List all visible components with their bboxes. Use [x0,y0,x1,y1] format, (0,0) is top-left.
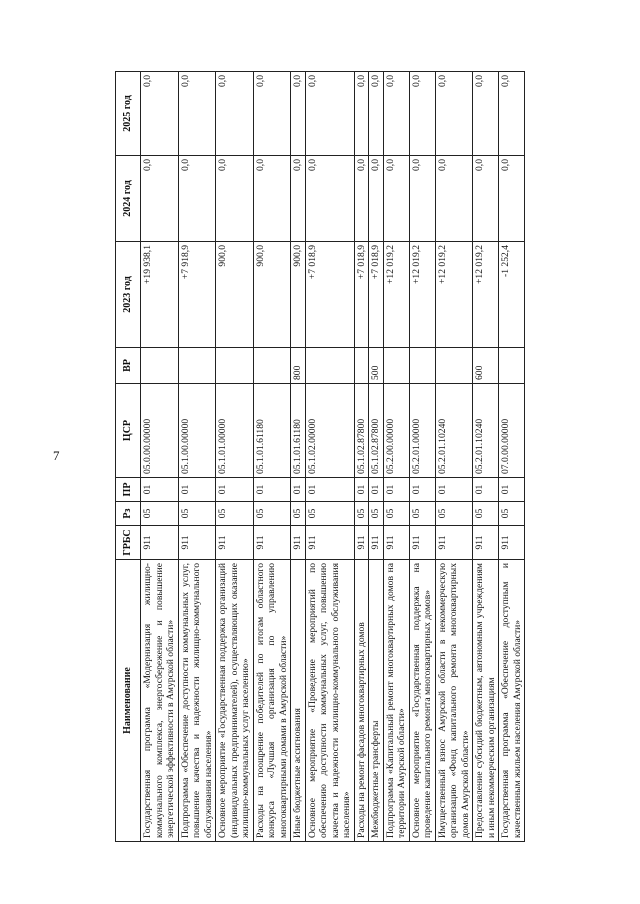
header-2025: 2025 год [116,72,141,156]
row-name: Основное мероприятие «Государственная поддержка на проведение капитального ремонта многоквартирных домов» [409,560,435,842]
table-row [141,72,179,842]
row-vr: 800 [291,348,306,384]
row-2024: 0,0 [409,156,435,242]
row-2023: +12 019,2 [435,242,473,348]
row-grbs: 911 [409,526,435,560]
table-body [141,72,525,842]
page-number: 7 [53,448,60,463]
row-grbs: 911 [383,526,409,560]
row-2023: 900,0 [216,242,254,348]
row-pr: 01 [473,478,499,502]
row-vr [435,348,473,384]
row-csr: 05.1.02.00000 [305,384,354,478]
row-name: Основное мероприятие «Проведение мероприятий по обеспечению доступности коммунальных услуг, повышению качества и надежности жилищно-коммунального обслуживания населения» [305,560,354,842]
row-csr: 05.0.00.00000 [141,384,179,478]
row-grbs: 911 [216,526,254,560]
row-name: Иные бюджетные ассигнования [291,560,306,842]
row-csr: 05.1.01.00000 [216,384,254,478]
table-row [369,72,384,842]
row-2024: 0,0 [253,156,291,242]
header-pr: ПР [116,478,141,502]
row-2024: 0,0 [435,156,473,242]
row-2025: 0,0 [253,72,291,156]
row-2025: 0,0 [409,72,435,156]
table-row [473,72,499,842]
row-vr [141,348,179,384]
row-grbs: 911 [253,526,291,560]
row-name: Межбюджетные трансферты [369,560,384,842]
row-name: Предоставление субсидий бюджетным, автономным учреждениям и иным некоммерческим организациям [473,560,499,842]
row-pr: 01 [383,478,409,502]
row-rz: 05 [354,502,369,526]
row-csr: 05.1.00.00000 [178,384,216,478]
row-2025: 0,0 [473,72,499,156]
row-2023: 900,0 [253,242,291,348]
row-2025: 0,0 [435,72,473,156]
row-2023: +12 019,2 [409,242,435,348]
row-grbs: 911 [291,526,306,560]
header-2024: 2024 год [116,156,141,242]
row-2025: 0,0 [216,72,254,156]
row-2024: 0,0 [216,156,254,242]
row-csr: 05.1.01.61180 [253,384,291,478]
row-csr: 05.1.02.87800 [354,384,369,478]
row-pr: 01 [499,478,525,502]
row-vr [253,348,291,384]
header-grbs: ГРБС [116,526,141,560]
row-pr: 01 [141,478,179,502]
row-2025: 0,0 [499,72,525,156]
row-csr: 05.2.01.00000 [409,384,435,478]
row-2025: 0,0 [305,72,354,156]
row-csr: 05.2.01.10240 [435,384,473,478]
row-rz: 05 [409,502,435,526]
row-rz: 05 [383,502,409,526]
table-header [116,72,141,842]
row-grbs: 911 [499,526,525,560]
row-vr [216,348,254,384]
row-csr: 05.1.02.87800 [369,384,384,478]
row-2025: 0,0 [291,72,306,156]
table-row [409,72,435,842]
rotated-table-wrapper [115,72,640,842]
table-row [305,72,354,842]
row-rz: 05 [369,502,384,526]
table-row [383,72,409,842]
row-pr: 01 [178,478,216,502]
row-rz: 05 [178,502,216,526]
table-row [291,72,306,842]
row-rz: 05 [435,502,473,526]
row-2025: 0,0 [141,72,179,156]
row-rz: 05 [473,502,499,526]
header-vr: ВР [116,348,141,384]
row-2024: 0,0 [305,156,354,242]
row-grbs: 911 [435,526,473,560]
row-2023: +19 938,1 [141,242,179,348]
table-row [253,72,291,842]
row-pr: 01 [216,478,254,502]
row-2025: 0,0 [178,72,216,156]
row-2023: +12 019,2 [473,242,499,348]
row-2025: 0,0 [354,72,369,156]
row-name: Расходы на поощрение победителей по итогам областного конкурса «Лучшая организация по управлению многоквартирными домами в Амурской области» [253,560,291,842]
row-vr [499,348,525,384]
row-rz: 05 [291,502,306,526]
row-2024: 0,0 [473,156,499,242]
row-name: Основное мероприятие «Государственная поддержка организаций (индивидуальных предпринимателей), осуществляющих оказание жилищно-коммунальных услуг населению» [216,560,254,842]
table-row [354,72,369,842]
row-vr: 600 [473,348,499,384]
row-2023: +7 018,9 [354,242,369,348]
header-csr: ЦСР [116,384,141,478]
row-2024: 0,0 [499,156,525,242]
row-2023: +7 918,9 [178,242,216,348]
row-grbs: 911 [473,526,499,560]
row-grbs: 911 [369,526,384,560]
header-2023: 2023 год [116,242,141,348]
table-row [178,72,216,842]
row-name: Имущественный взнос Амурской области в некоммерческую организацию «Фонд капитального ремонта многоквартирных домов Амурской области» [435,560,473,842]
row-rz: 05 [305,502,354,526]
row-csr: 05.1.01.61180 [291,384,306,478]
row-2023: -1 252,4 [499,242,525,348]
row-vr [354,348,369,384]
row-rz: 05 [141,502,179,526]
row-csr: 05.2.01.10240 [473,384,499,478]
row-grbs: 911 [178,526,216,560]
row-vr: 500 [369,348,384,384]
row-pr: 01 [291,478,306,502]
row-2024: 0,0 [354,156,369,242]
header-rz: Рз [116,502,141,526]
row-pr: 01 [305,478,354,502]
row-2023: +7 018,9 [305,242,354,348]
row-2024: 0,0 [369,156,384,242]
table-row [435,72,473,842]
row-pr: 01 [369,478,384,502]
header-name: Наименование [116,560,141,842]
row-2024: 0,0 [178,156,216,242]
row-rz: 05 [499,502,525,526]
row-vr [178,348,216,384]
row-csr: 07.0.00.00000 [499,384,525,478]
row-2023: +12 019,2 [383,242,409,348]
row-name: Подпрограмма «Обеспечение доступности коммунальных услуг, повышение качества и надежности жилищно-коммунального обслуживания населения» [178,560,216,842]
budget-table [115,71,525,842]
row-name: Подпрограмма «Капитальный ремонт многоквартирных домов на территории Амурской области» [383,560,409,842]
table-row [216,72,254,842]
row-vr [305,348,354,384]
row-2025: 0,0 [383,72,409,156]
row-2025: 0,0 [369,72,384,156]
row-csr: 05.2.00.00000 [383,384,409,478]
row-name: Государственная программа «Обеспечение доступным и качественным жильем населения Амурской области» [499,560,525,842]
row-grbs: 911 [141,526,179,560]
row-2024: 0,0 [291,156,306,242]
row-pr: 01 [354,478,369,502]
row-2024: 0,0 [383,156,409,242]
row-rz: 05 [253,502,291,526]
row-pr: 01 [253,478,291,502]
row-2023: +7 018,9 [369,242,384,348]
row-pr: 01 [409,478,435,502]
row-rz: 05 [216,502,254,526]
row-vr [409,348,435,384]
row-pr: 01 [435,478,473,502]
row-vr [383,348,409,384]
row-name: Расходы на ремонт фасадов многоквартирных домов [354,560,369,842]
row-2023: 900,0 [291,242,306,348]
table-row [499,72,525,842]
row-grbs: 911 [354,526,369,560]
row-name: Государственная программа «Модернизация жилищно-коммунального комплекса, энергосбережение и повышение энергетической эффективности в Амурской области» [141,560,179,842]
row-2024: 0,0 [141,156,179,242]
row-grbs: 911 [305,526,354,560]
